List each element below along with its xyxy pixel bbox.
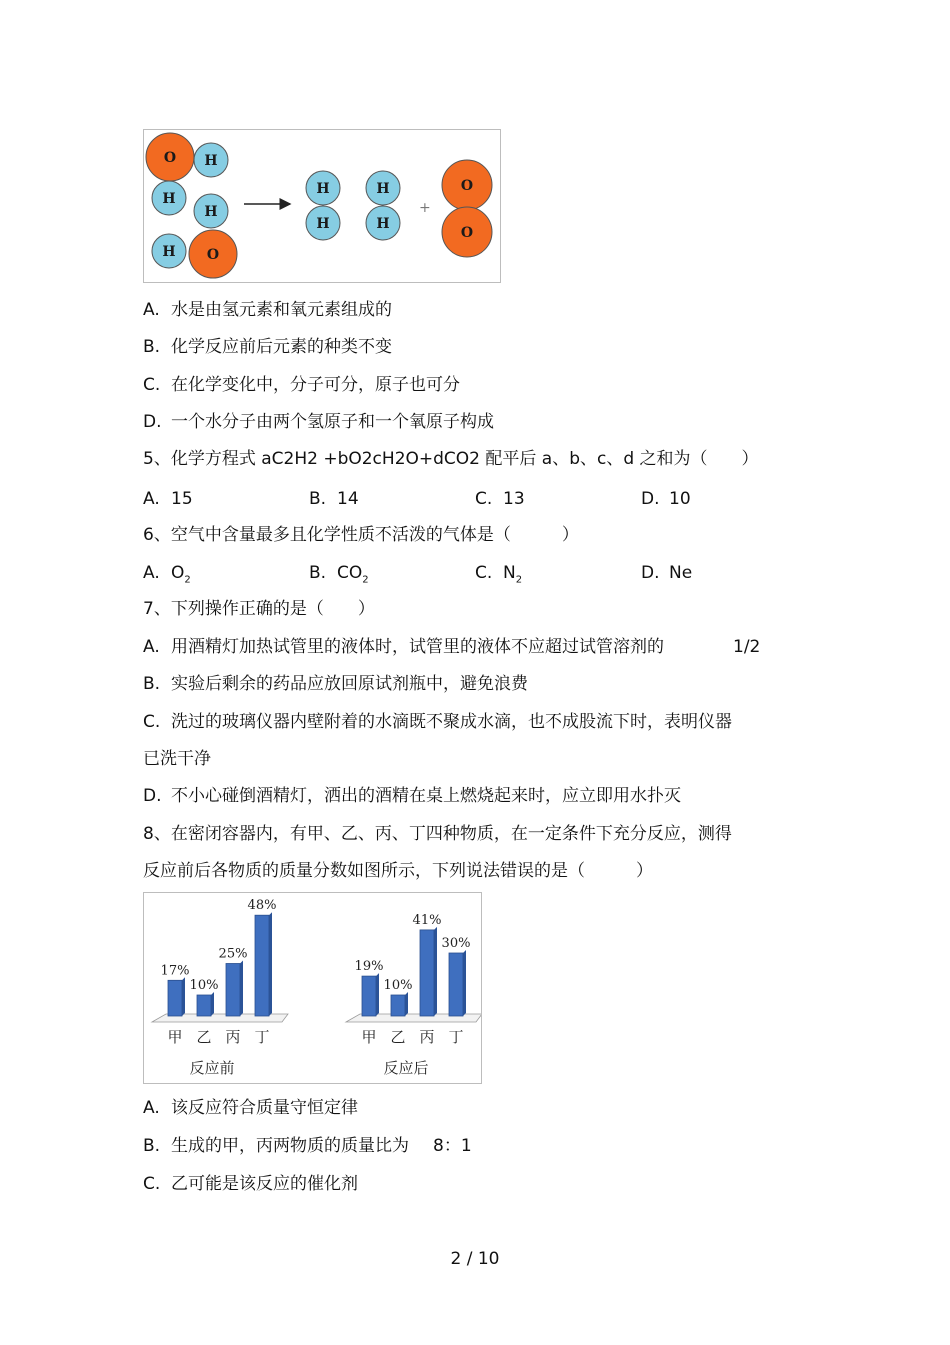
- oxygen-atom-right-4: [442, 160, 492, 210]
- svg-text:H: H: [376, 181, 390, 197]
- q7-option-a: A. 用酒精灯加热试管里的液体时，试管里的液体不应超过试管溶剂的: [143, 637, 664, 657]
- svg-text:O: O: [460, 225, 474, 241]
- bar-chart-figure: [143, 892, 482, 1084]
- svg-text:H: H: [204, 204, 218, 220]
- hydrogen-atom-left-1: [194, 143, 228, 177]
- bar-side-丙: [240, 961, 243, 1017]
- hydrogen-atom-right-1: [306, 206, 340, 240]
- q7-option-a-value: 1/2: [733, 637, 761, 657]
- data-label: 10%: [189, 978, 219, 993]
- bar-side-丙: [434, 927, 437, 1016]
- q4-option-a: A. 水是由氢元素和氧元素组成的: [143, 300, 392, 320]
- q7-option-c-cont: 已洗干净: [143, 749, 211, 769]
- q8-option-b: B. 生成的甲，丙两物质的质量比为 8：1: [143, 1136, 472, 1156]
- bar-丁: [449, 953, 463, 1016]
- bar-丙: [420, 930, 434, 1016]
- category-label: 丙: [419, 1028, 435, 1046]
- bar-甲: [362, 976, 376, 1016]
- bar-chart-2: [346, 913, 481, 1077]
- bar-side-丁: [463, 950, 466, 1016]
- plus-sign: +: [419, 200, 431, 216]
- svg-text:O: O: [460, 178, 474, 194]
- svg-text:H: H: [204, 153, 218, 169]
- category-label: 丁: [448, 1028, 464, 1046]
- data-label: 25%: [218, 946, 248, 962]
- q7-option-b: B. 实验后剩余的药品应放回原试剂瓶中，避免浪费: [143, 674, 528, 694]
- bar-side-甲: [376, 973, 379, 1016]
- data-label: 41%: [412, 912, 442, 928]
- bar-乙: [197, 995, 211, 1016]
- bar-丙: [226, 964, 240, 1017]
- q6-option-c: C. $N_2$: [475, 563, 523, 586]
- hydrogen-atom-left-4: [152, 234, 186, 268]
- q8-stem-line1: 8、在密闭容器内，有甲、乙、丙、丁四种物质，在一定条件下充分反应，测得: [143, 824, 732, 844]
- hydrogen-atom-right-3: [366, 206, 400, 240]
- page-number: 2 / 10: [450, 1249, 500, 1269]
- oxygen-atom-right-5: [442, 207, 492, 257]
- data-label: 19%: [354, 959, 384, 975]
- q6-option-d: D. Ne: [641, 563, 693, 583]
- data-label: 10%: [383, 978, 413, 993]
- q5-option-a: A. 15: [143, 489, 193, 509]
- molecule-figure: [143, 129, 501, 283]
- chart-title: 反应前: [189, 1059, 235, 1077]
- molecule-diagram: [144, 130, 500, 282]
- oxygen-atom-left-5: [189, 230, 237, 278]
- data-label: 48%: [247, 898, 277, 914]
- q8-option-c: C. 乙可能是该反应的催化剂: [143, 1174, 358, 1194]
- q6-option-a: A. $O_2$: [143, 563, 191, 586]
- svg-text:H: H: [162, 244, 176, 260]
- svg-text:H: H: [316, 181, 330, 197]
- q7-stem: 7、下列操作正确的是（ ）: [143, 599, 375, 619]
- bar-丁: [255, 915, 269, 1016]
- svg-text:H: H: [162, 191, 176, 207]
- hydrogen-atom-left-3: [194, 194, 228, 228]
- bar-side-乙: [211, 992, 214, 1016]
- q5-option-d: D. 10: [641, 489, 691, 509]
- bar-甲: [168, 980, 182, 1016]
- q6-option-b: B. $CO_2$: [309, 563, 369, 586]
- q5-stem: 5、化学方程式 aC2H2 +bO2cH2O+dCO2 配平后 a、b、c、d 之和为（ ）: [143, 449, 759, 469]
- q4-option-c: C. 在化学变化中，分子可分，原子也可分: [143, 375, 460, 395]
- bar-side-丁: [269, 912, 272, 1016]
- q4-option-d: D. 一个水分子由两个氢原子和一个氧原子构成: [143, 412, 494, 432]
- data-label: 30%: [441, 936, 471, 951]
- category-label: 甲: [361, 1028, 377, 1046]
- hydrogen-atom-right-2: [366, 171, 400, 205]
- hydrogen-atom-left-2: [152, 181, 186, 215]
- q7-option-d: D. 不小心碰倒酒精灯，洒出的酒精在桌上燃烧起来时，应立即用水扑灭: [143, 786, 681, 806]
- hydrogen-atom-right-0: [306, 171, 340, 205]
- bar-side-甲: [182, 977, 185, 1016]
- data-label: 17%: [160, 963, 190, 979]
- chart-title: 反应后: [383, 1059, 429, 1077]
- q7-option-c: C. 洗过的玻璃仪器内壁附着的水滴既不聚成水滴，也不成股流下时，表明仪器: [143, 712, 732, 732]
- category-label: 乙: [390, 1028, 406, 1046]
- bar-乙: [391, 995, 405, 1016]
- q5-option-c: C. 13: [475, 489, 525, 509]
- svg-text:O: O: [163, 150, 177, 166]
- bar-side-乙: [405, 992, 408, 1016]
- svg-text:H: H: [376, 216, 390, 232]
- svg-text:O: O: [206, 247, 220, 263]
- svg-text:H: H: [316, 216, 330, 232]
- category-label: 丙: [225, 1028, 241, 1046]
- category-label: 甲: [167, 1028, 183, 1046]
- q6-stem: 6、空气中含量最多且化学性质不活泼的气体是（ ）: [143, 525, 579, 545]
- category-label: 丁: [254, 1028, 270, 1046]
- q8-stem-line2: 反应前后各物质的质量分数如图所示，下列说法错误的是（ ）: [143, 861, 653, 881]
- category-label: 乙: [196, 1028, 212, 1046]
- q4-option-b: B. 化学反应前后元素的种类不变: [143, 337, 392, 357]
- q5-option-b: B. 14: [309, 489, 359, 509]
- q8-option-a: A. 该反应符合质量守恒定律: [143, 1098, 358, 1118]
- oxygen-atom-left-0: [146, 133, 194, 181]
- bar-charts: [144, 893, 481, 1083]
- bar-chart-1: [152, 898, 288, 1077]
